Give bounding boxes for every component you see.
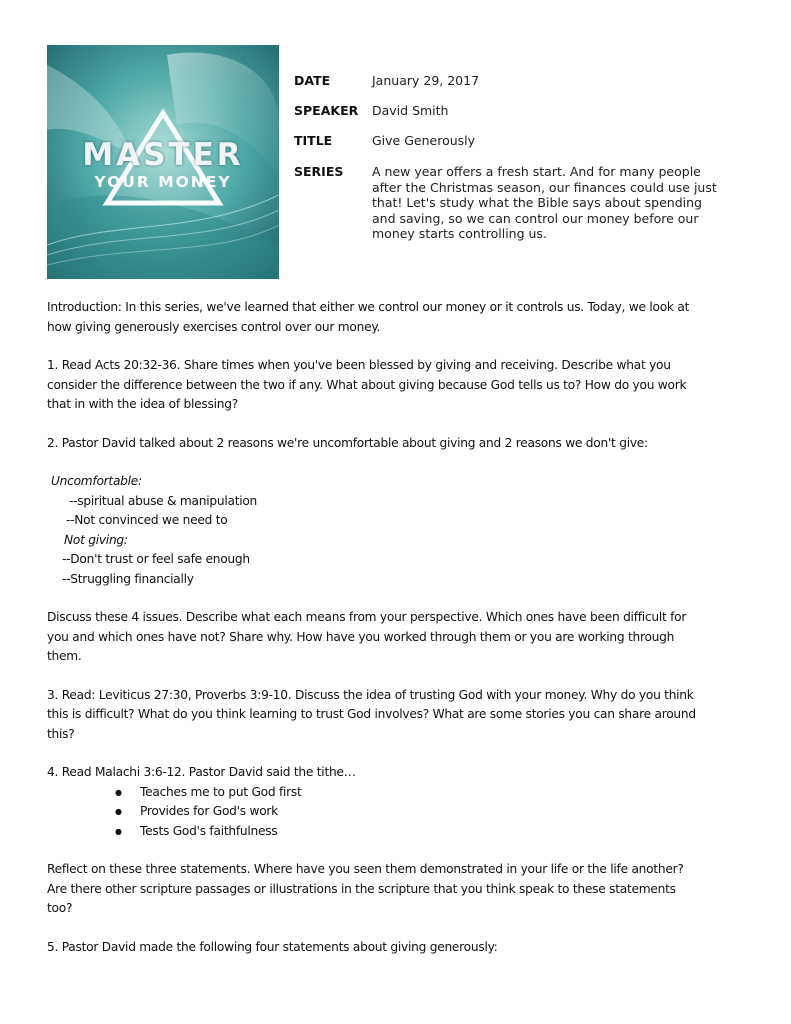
text-line: that in with the idea of blessing? xyxy=(47,397,238,411)
text-line: how giving generously exercises control over our money. xyxy=(47,319,381,334)
list-item: ● Provides for God's work xyxy=(47,802,767,822)
text-line: this? xyxy=(47,726,75,741)
series-cover-image xyxy=(47,45,279,279)
series-label: SERIES xyxy=(294,164,344,179)
cover-title-master: MASTER xyxy=(82,137,244,173)
question-3 xyxy=(47,686,767,745)
text-line: Discuss these 4 issues. Describe what each means from your perspective. Which ones have been difficult for xyxy=(47,610,687,624)
uncomfortable-item: --spiritual abuse & manipulation xyxy=(69,493,258,508)
series-line: after the Christmas season, our finances could use just xyxy=(372,179,717,195)
text-line: Reflect on these three statements. Where have you seen them demonstrated in your life or the life another? xyxy=(47,862,684,876)
question-1 xyxy=(47,356,767,415)
reasons-list xyxy=(47,472,767,589)
series-description xyxy=(372,164,732,242)
text-line: you and which ones have not? Share why. How have you worked through them or you are working through xyxy=(47,629,675,644)
list-item: ● Teaches me to put God first xyxy=(47,783,767,803)
text-line: this is difficult? What do you think learning to trust God involves? What are some stories you can share around xyxy=(47,707,696,721)
discuss-paragraph xyxy=(47,608,767,667)
date-value: January 29, 2017 xyxy=(372,73,480,88)
list-item: ● Tests God's faithfulness xyxy=(47,822,767,842)
title-value: Give Generously xyxy=(372,133,476,148)
text-line: consider the difference between the two if any. What about giving because God tells us to? How do you work xyxy=(47,377,687,392)
reflect-paragraph xyxy=(47,860,767,919)
series-line: money starts controlling us. xyxy=(372,226,547,241)
series-line: that! Let's study what the Bible says about spending xyxy=(372,195,702,210)
tithe-list xyxy=(47,783,767,842)
text-line: them. xyxy=(47,649,82,663)
question-5: 5. Pastor David made the following four statements about giving generously: xyxy=(47,939,498,954)
text-line: 3. Read: Leviticus 27:30, Proverbs 3:9-10. Discuss the idea of trusting God with your money. Why do you think xyxy=(47,687,694,702)
not-giving-heading: Not giving: xyxy=(64,532,128,547)
title-label: TITLE xyxy=(294,133,333,148)
speaker-label: SPEAKER xyxy=(294,103,359,118)
question-2: 2. Pastor David talked about 2 reasons we're uncomfortable about giving and 2 reasons we don't give: xyxy=(47,435,648,450)
not-giving-item: --Struggling financially xyxy=(62,571,194,586)
uncomfortable-item: --Not convinced we need to xyxy=(66,513,228,527)
uncomfortable-heading: Uncomfortable: xyxy=(51,474,142,488)
question-4: 4. Read Malachi 3:6-12. Pastor David said the tithe… xyxy=(47,765,356,779)
text-line: Are there other scripture passages or illustrations in the scripture that you think speak to these statements xyxy=(47,881,676,896)
date-label: DATE xyxy=(294,73,331,88)
introduction-paragraph xyxy=(47,298,767,337)
text-line: too? xyxy=(47,901,73,915)
cover-title-your-money: YOUR MONEY xyxy=(94,173,232,191)
not-giving-item: --Don't trust or feel safe enough xyxy=(62,552,250,566)
text-line: 1. Read Acts 20:32-36. Share times when you've been blessed by giving and receiving. Describe what you xyxy=(47,358,671,372)
series-line: A new year offers a fresh start. And for many people xyxy=(372,164,701,179)
text-line: Introduction: In this series, we've learned that either we control our money or it controls us. Today, we look at xyxy=(47,300,690,314)
speaker-value: David Smith xyxy=(372,103,449,118)
series-line: and saving, so we can control our money before our xyxy=(372,210,699,226)
discussion-guide xyxy=(47,298,767,957)
